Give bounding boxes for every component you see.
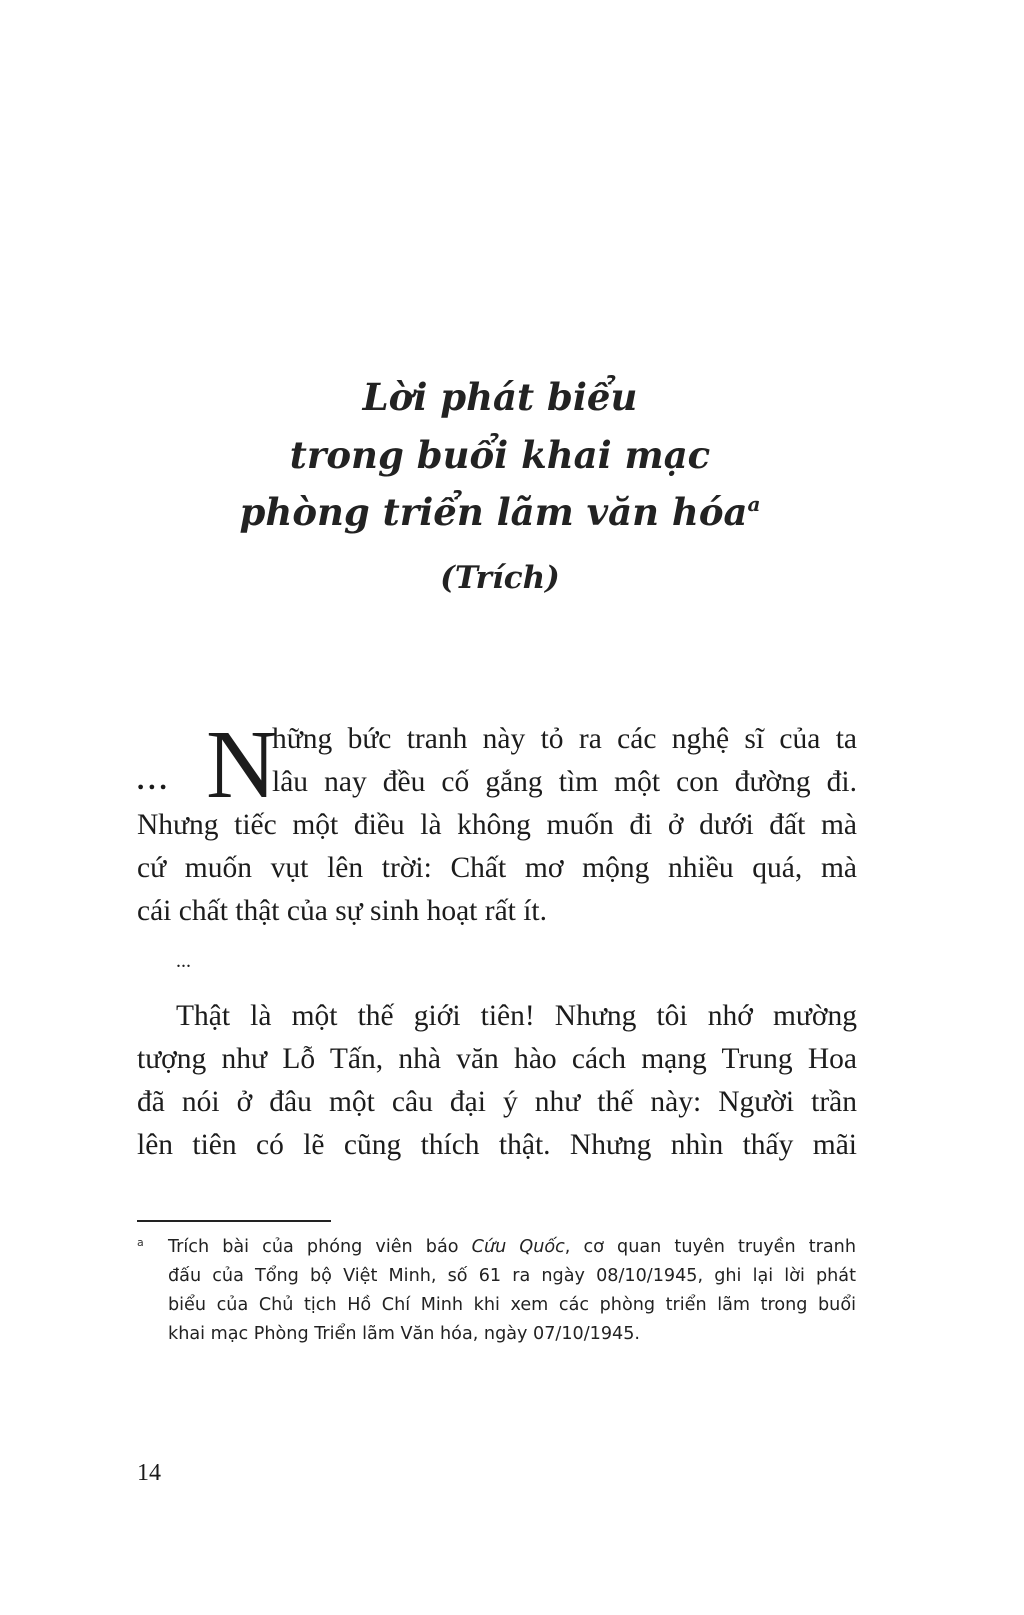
body-line: hững bức tranh này tỏ ra các nghệ sĩ của ta [272,723,857,755]
lead-ellipsis: ... [137,764,171,796]
footnote-line [168,1237,856,1257]
footnote-line: biểu của Chủ tịch Hồ Chí Minh khi xem các phòng triển lãm trong buổi [168,1295,856,1315]
footnote-divider [137,1220,331,1222]
drop-cap: N [206,711,277,819]
body-line: cứ muốn vụt lên trời: Chất mơ mộng nhiều quá, mà [137,852,857,884]
body-line: Thật là một thế giới tiên! Nhưng tôi nhớ mường [176,1000,857,1032]
title-line-2: trong buổi khai mạc [289,433,711,477]
newspaper-name: Cứu Quốc [471,1237,565,1257]
footnote-text: Trích bài của phóng viên báo [168,1237,472,1257]
footnote-text: , cơ quan tuyên truyền tranh [564,1237,856,1257]
body-line: lâu nay đều cố gắng tìm một con đường đi. [272,766,857,798]
body-line: lên tiên có lẽ cũng thích thật. Nhưng nhìn thấy mãi [137,1129,857,1161]
body-line: đã nói ở đâu một câu đại ý như thế này: Người trần [137,1086,857,1118]
body-line: tượng như Lỗ Tấn, nhà văn hào cách mạng Trung Hoa [137,1043,857,1075]
title-line-3 [0,490,1000,534]
footnote-ref: a [747,492,761,516]
ellipsis: ... [176,950,191,972]
footnote-mark: a [137,1236,144,1249]
title-line-1: Lời phát biểu [362,375,638,419]
body-line: Nhưng tiếc một điều là không muốn đi ở dưới đất mà [137,809,857,841]
subtitle: (Trích) [440,560,560,596]
title-line-3-text: phòng triển lãm văn hóa [239,490,748,534]
footnote-line: đấu của Tổng bộ Việt Minh, số 61 ra ngày 08/10/1945, ghi lại lời phát [168,1266,856,1286]
body-line: cái chất thật của sự sinh hoạt rất ít. [137,895,548,927]
footnote-line: khai mạc Phòng Triển lãm Văn hóa, ngày 07/10/1945. [168,1324,641,1344]
page-number: 14 [137,1460,161,1486]
